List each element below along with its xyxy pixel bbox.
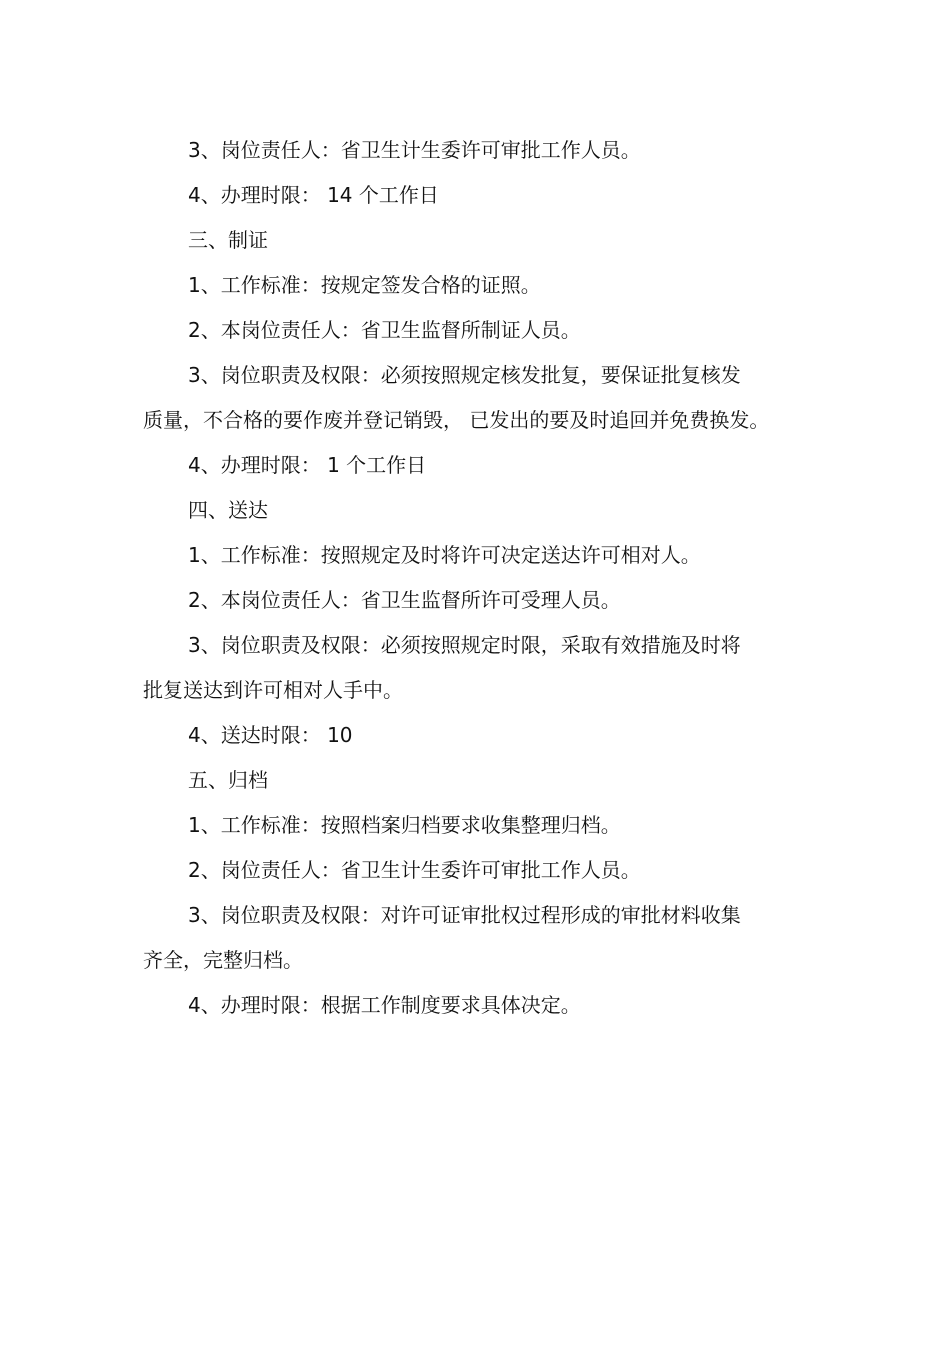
text-line: 3、岗位职责及权限：必须按照规定核发批复，要保证批复核发 <box>188 363 741 387</box>
text-line-continuation: 齐全，完整归档。 <box>143 948 303 972</box>
text-line: 3、岗位职责及权限：对许可证审批权过程形成的审批材料收集 <box>188 903 741 927</box>
text-line-continuation: 质量，不合格的要作废并登记销毁， 已发出的要及时追回并免费换发。 <box>143 408 770 432</box>
text-line: 4、办理时限： 1 个工作日 <box>188 453 427 477</box>
text-line: 2、岗位责任人：省卫生计生委许可审批工作人员。 <box>188 858 641 882</box>
text-line: 1、工作标准：按照规定及时将许可决定送达许可相对人。 <box>188 543 701 567</box>
text-line: 2、本岗位责任人：省卫生监督所制证人员。 <box>188 318 581 342</box>
section-heading: 三、制证 <box>188 228 268 252</box>
text-line-continuation: 批复送达到许可相对人手中。 <box>143 678 403 702</box>
text-line: 3、岗位责任人：省卫生计生委许可审批工作人员。 <box>188 138 641 162</box>
text-line: 4、办理时限：根据工作制度要求具体决定。 <box>188 993 581 1017</box>
text-line: 4、送达时限： 10 <box>188 723 353 747</box>
section-heading: 四、送达 <box>188 498 268 522</box>
section-heading: 五、归档 <box>188 768 268 792</box>
document-body <box>143 128 823 1028</box>
text-line: 1、工作标准：按规定签发合格的证照。 <box>188 273 541 297</box>
text-line: 3、岗位职责及权限：必须按照规定时限，采取有效措施及时将 <box>188 633 741 657</box>
text-line: 2、本岗位责任人：省卫生监督所许可受理人员。 <box>188 588 621 612</box>
text-line: 4、办理时限： 14 个工作日 <box>188 183 439 207</box>
text-line: 1、工作标准：按照档案归档要求收集整理归档。 <box>188 813 621 837</box>
